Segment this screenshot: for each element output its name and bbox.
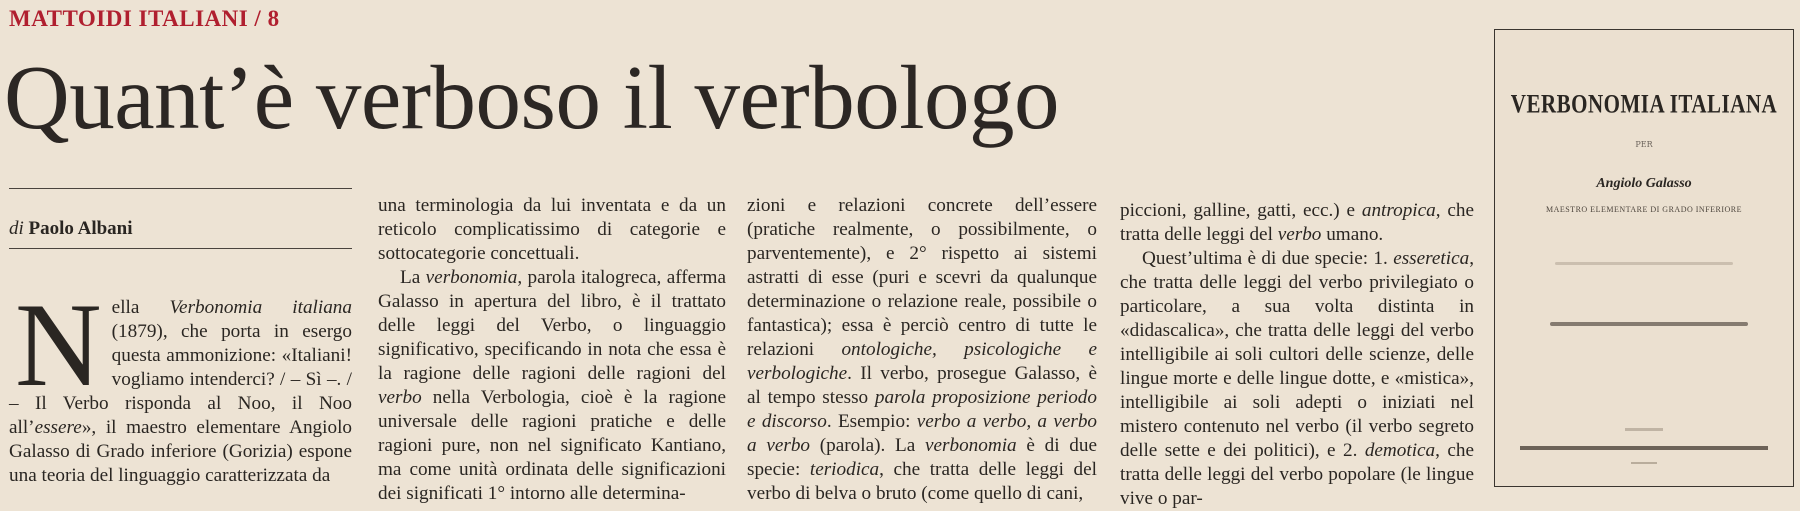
paragraph xyxy=(378,266,726,506)
byline-rule-top xyxy=(9,188,352,189)
figure-title: VERBONOMIA ITALIANA xyxy=(1510,88,1778,119)
text-run: verbonomia xyxy=(425,267,518,288)
headline: Quant’è verboso il verbologo xyxy=(4,47,1059,148)
text-run: verbonomia xyxy=(924,435,1017,456)
byline-prefix: di xyxy=(9,218,24,239)
column-4 xyxy=(1120,199,1474,511)
text-run: . Il verbo, prosegue Galasso, è al tempo stesso xyxy=(747,363,1097,408)
text-run: parola proposizione periodo e discorso xyxy=(747,387,1097,432)
paragraph xyxy=(747,194,1097,506)
book-title-page-figure xyxy=(1494,29,1794,487)
text-run: (parola). La xyxy=(810,435,925,456)
text-run: è di due specie: xyxy=(747,435,1097,480)
text-run: teriodica xyxy=(809,459,880,480)
figure-author: Angiolo Galasso xyxy=(1596,176,1692,191)
kicker: MATTOIDI ITALIANI / 8 xyxy=(9,6,280,31)
column-3 xyxy=(747,194,1097,506)
dropcap: N xyxy=(15,278,102,411)
text-run: ella xyxy=(111,297,170,318)
text-run: (1879), che porta in esergo questa ammonizione: «Italiani! vogliamo intenderci? / – Sì –. / – Il Verbo risponda al Noo, il Noo all’ xyxy=(9,321,352,438)
text-run: zioni e relazioni concrete dell’essere (pratiche realmente, o possibilmente, o parventemente), e 2° rispetto ai sistemi astratti di esse (puri e scevri da qualunque determinazione o relazione reale, possibile o fantastica); essa è perciò centro di tutte le relazioni xyxy=(747,195,1097,360)
text-run: ontologiche, psicologiche e verbologiche xyxy=(747,339,1097,384)
figure-volume-illegible xyxy=(1550,322,1748,326)
paragraph xyxy=(1120,199,1474,247)
text-run: antropica xyxy=(1361,200,1436,221)
byline-rule-bottom xyxy=(9,248,352,249)
paragraph xyxy=(1120,247,1474,511)
figure-per: PER xyxy=(1635,140,1653,149)
paragraph: una terminologia da lui inventata e da un reticolo complicatissimo di categorie e sottocategorie concettuali. xyxy=(378,195,726,264)
text-run: essere xyxy=(34,417,82,438)
text-run: Quest’ultima è di due specie: 1. xyxy=(1142,248,1394,269)
figure-printer-illegible xyxy=(1520,446,1768,450)
text-run: , parola italogreca, afferma Galasso in apertura del libro, è il trattato delle leggi del Verbo, o linguaggio significativo, specificando in nota che essa è la ragione delle ragioni delle ragioni del xyxy=(378,267,726,384)
text-run: nella Verbologia, cioè è la ragione universale delle ragioni pratiche e delle ragioni pure, non nel significato Kantiano, ma come unità ordinata delle significazioni dei significati 1° intorno alle determina- xyxy=(378,387,726,504)
text-run: , che tratta delle leggi del xyxy=(1120,200,1474,245)
text-run: verbo a verbo, a verbo a verbo xyxy=(747,411,1098,456)
text-run: esseretica xyxy=(1393,248,1470,269)
byline xyxy=(9,218,133,240)
text-run: Verbonomia italiana xyxy=(169,297,352,318)
text-run: , che tratta delle leggi del verbo privilegiato o particolare, a sua volta distinta in «didascalica», che tratta delle leggi del verbo intelligibile ai soli cultori delle scienze, delle lingue morte e delle lingue dotte, e «mistica», intelligibile ai soli adepti o iniziati nel mistero contenuto nel verbo (il verbo segreto delle sette e dei politici), e 2. xyxy=(1120,248,1474,461)
byline-author: Paolo Albani xyxy=(28,218,133,239)
column-1 xyxy=(9,278,352,488)
text-run: verbo xyxy=(378,387,422,408)
figure-motto-illegible xyxy=(1555,262,1733,265)
text-run: umano. xyxy=(1321,224,1384,245)
figure-subtitle: MAESTRO ELEMENTARE DI GRADO INFERIORE xyxy=(1545,205,1743,214)
text-run: . Esempio: xyxy=(826,411,917,432)
text-run: , che tratta delle leggi del verbo di belva o bruto (come quello di cani, xyxy=(747,459,1097,504)
text-run: La xyxy=(400,267,426,288)
text-run: demotica xyxy=(1364,440,1436,461)
text-run: , che tratta delle leggi del verbo popolare (le lingue vive o par- xyxy=(1120,440,1474,509)
text-run: », il maestro elementare Angiolo Galasso di Grado inferiore (Gorizia) espone una teoria del linguaggio caratterizzata da xyxy=(9,417,352,486)
figure-year-illegible xyxy=(1631,462,1657,464)
column-2 xyxy=(378,194,726,506)
text-run: verbo xyxy=(1277,224,1322,245)
text-run: piccioni, galline, gatti, ecc.) e xyxy=(1120,200,1362,221)
figure-place-illegible xyxy=(1625,428,1663,431)
